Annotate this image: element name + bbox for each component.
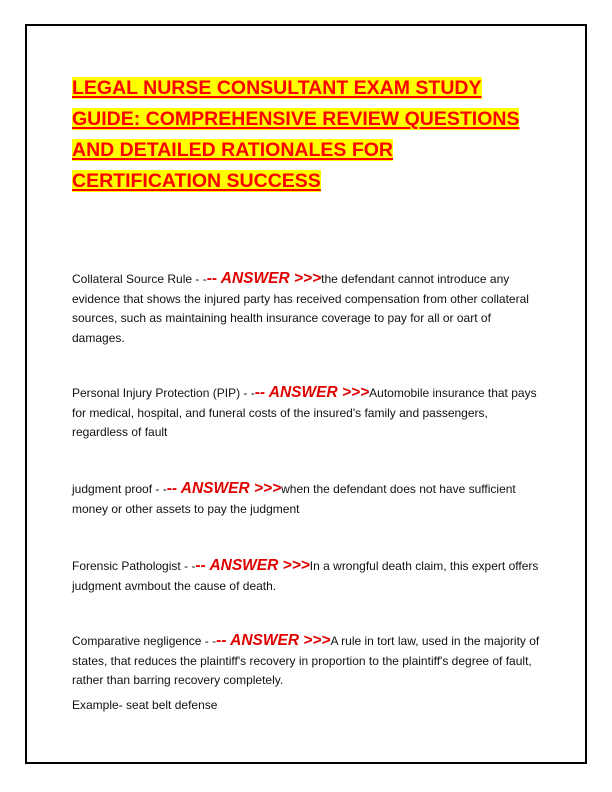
answer-marker: -- ANSWER >>> <box>254 384 370 401</box>
answer-marker: -- ANSWER >>> <box>195 557 310 574</box>
entry-term: Personal Injury Protection (PIP) - - <box>72 386 255 400</box>
qa-entry <box>72 383 542 443</box>
document-title-text: LEGAL NURSE CONSULTANT EXAM STUDY GUIDE: COMPREHENSIVE REVIEW QUESTIONS AND DETAILED RATIONALES FOR CERTIFICATION SUCCESS <box>72 77 520 192</box>
document-title <box>72 73 542 197</box>
qa-entry <box>72 269 542 348</box>
entry-term: Collateral Source Rule - - <box>72 272 207 286</box>
entry-term: judgment proof - - <box>72 482 167 496</box>
qa-entry <box>72 556 542 596</box>
entry-definition: Automobile insurance that pays for medical, hospital, and funeral costs of the insured's family and passengers, regardless of fault <box>72 386 537 439</box>
entry-definition: A rule in tort law, used in the majority of states, that reduces the plaintiff's recovery in proportion to the plaintiff's degree of fault, rather than barring recovery completely. <box>72 634 540 687</box>
entry-definition: when the defendant does not have sufficient money or other assets to pay the judgment <box>72 482 516 516</box>
answer-marker: -- ANSWER >>> <box>166 480 282 497</box>
example-note: Example- seat belt defense <box>72 698 218 712</box>
qa-entry <box>72 479 542 519</box>
entry-definition: In a wrongful death claim, this expert offers judgment avmbout the cause of death. <box>72 559 539 593</box>
answer-marker: -- ANSWER >>> <box>216 632 331 649</box>
entry-term: Forensic Pathologist - - <box>72 559 196 573</box>
qa-entry <box>72 631 542 691</box>
entry-term: Comparative negligence - - <box>72 634 217 648</box>
entry-definition: the defendant cannot introduce any evidence that shows the injured party has received compensation from other collateral sources, such as maintaining health insurance coverage to pay for all or oart of damages. <box>72 272 529 345</box>
answer-marker: -- ANSWER >>> <box>206 270 322 287</box>
